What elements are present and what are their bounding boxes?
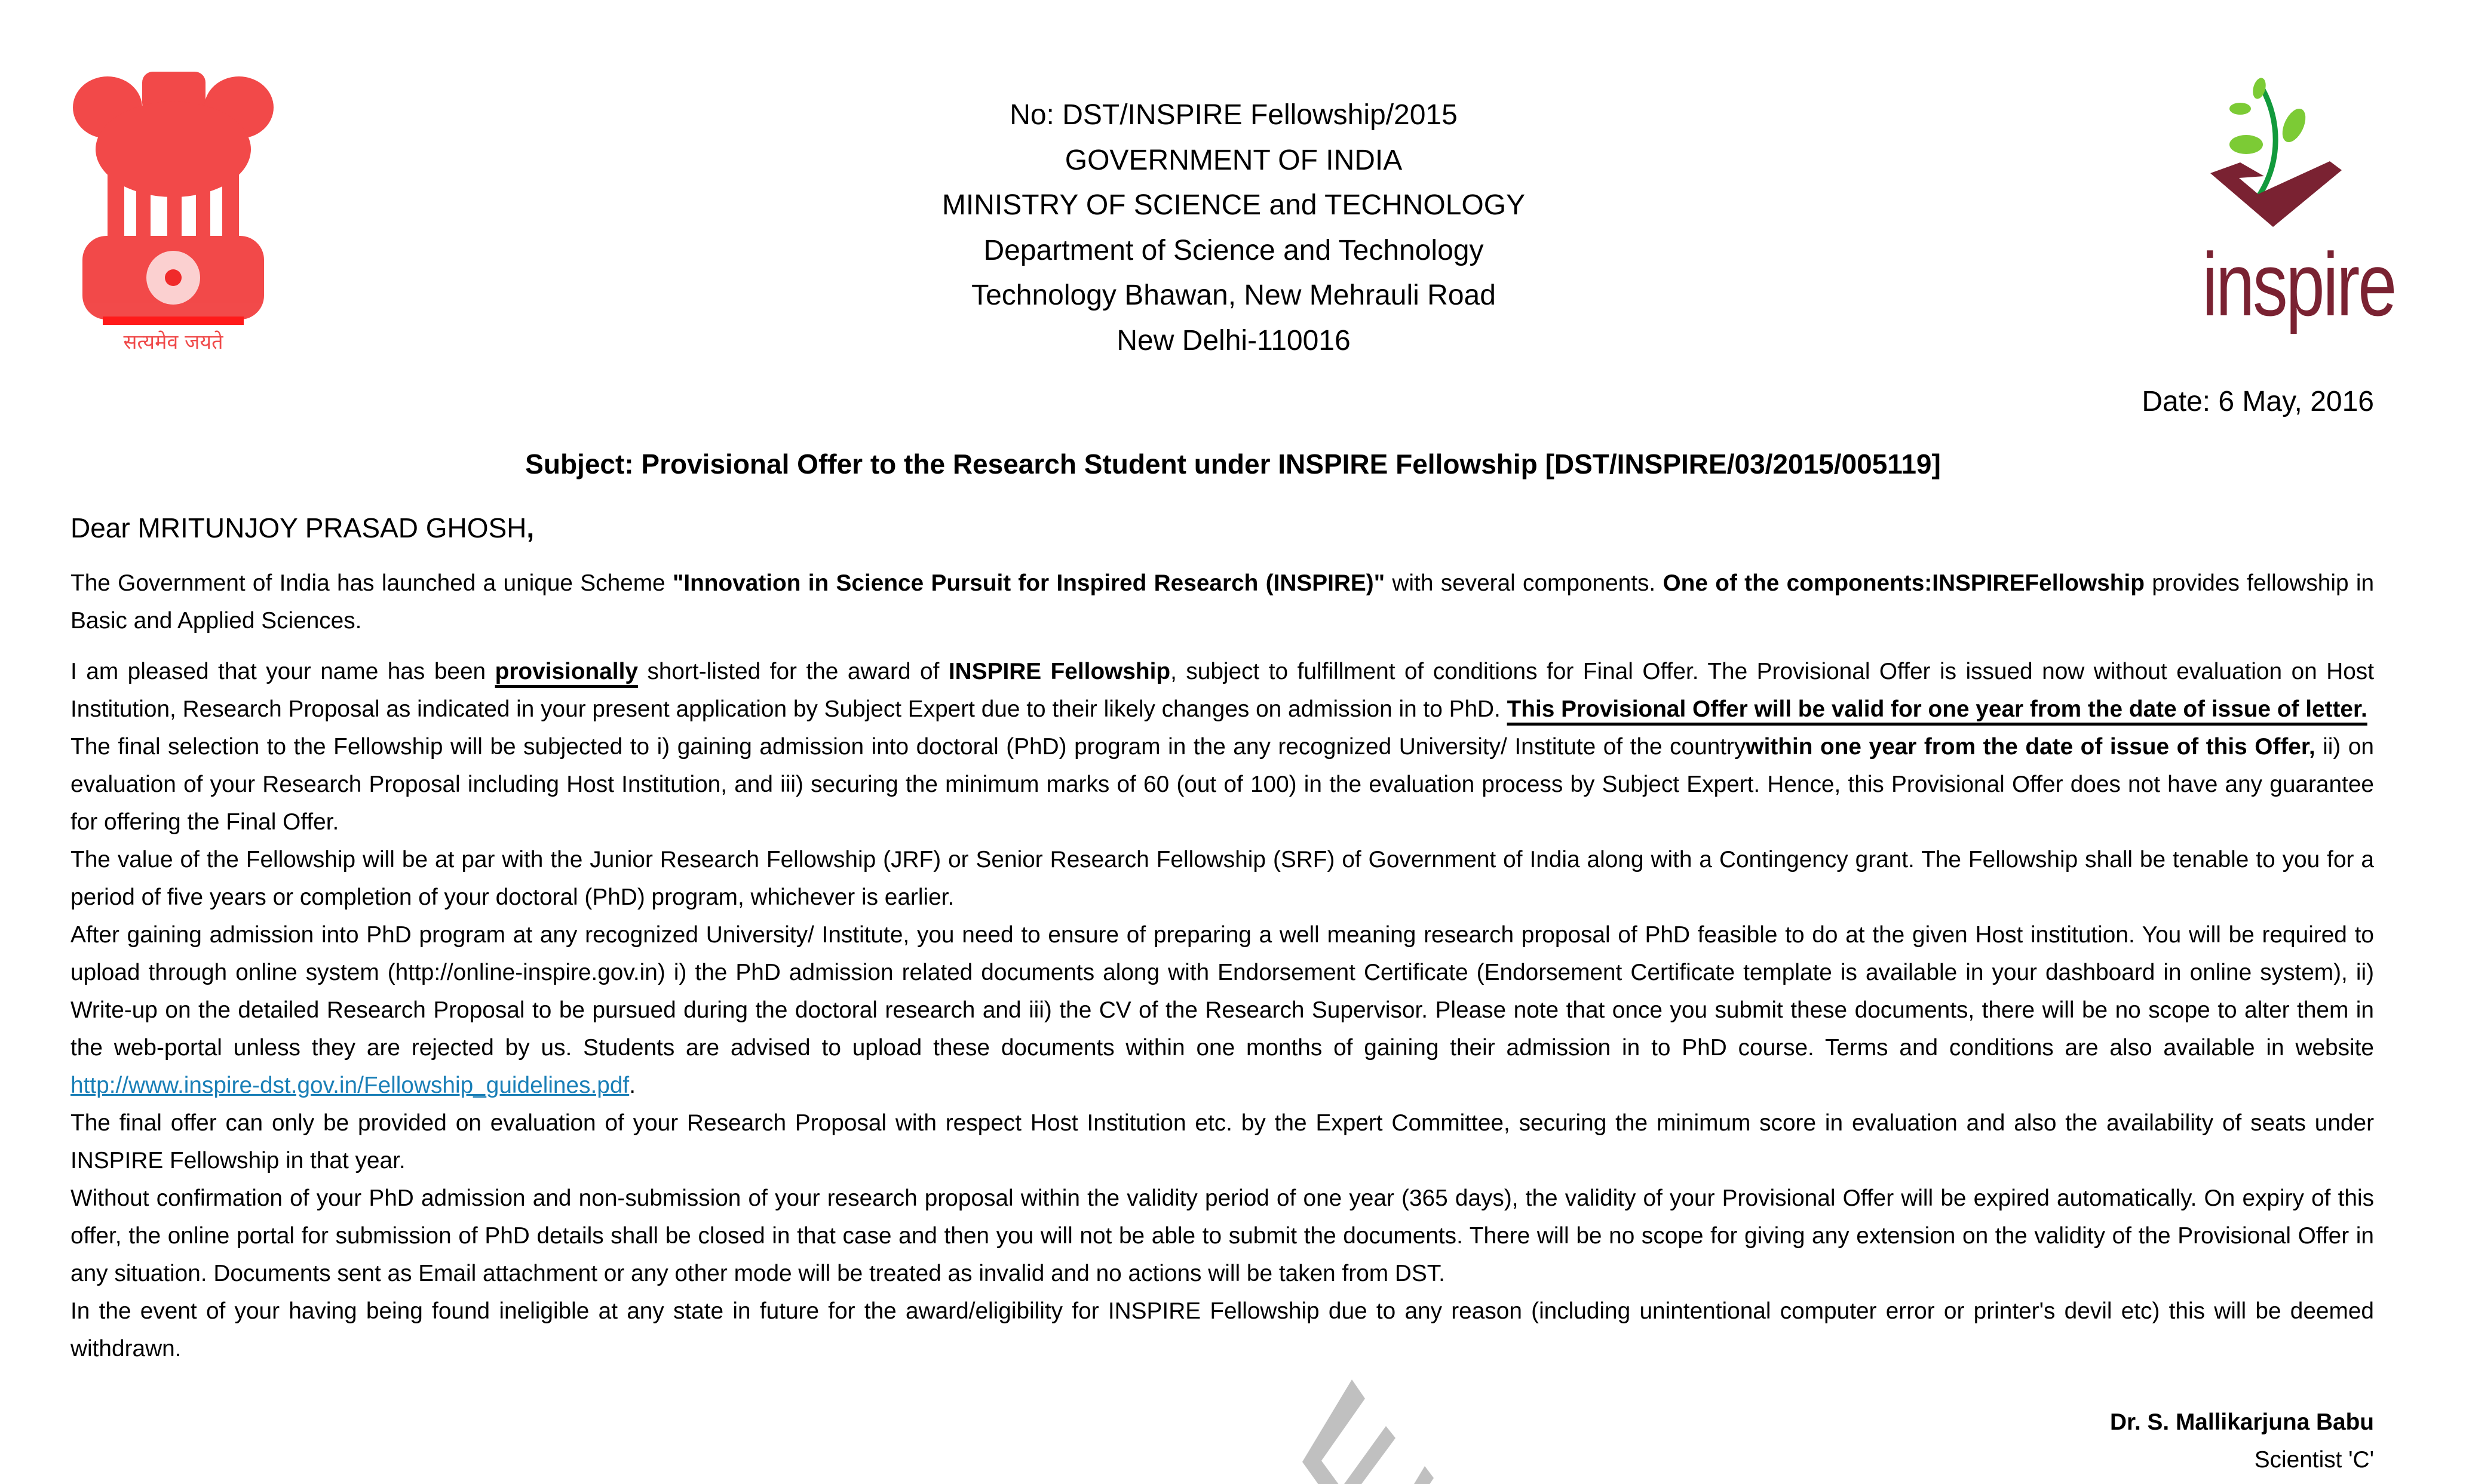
city-line: New Delhi-110016 xyxy=(1117,324,1351,357)
text-run: ii) on evaluation of your Research Proposal including Host Institution, and iii) securing the minimum marks of 60 (out of 100) in the evaluation process by Subject Expert. Hence, this Provisional Offer does not have any guarantee for offering the Final Offer. xyxy=(70,734,2375,835)
text-run: , subject to fulfillment of conditions for Final Offer. The Provisional Offer is issued now without evaluation on Host Institution, Research Proposal as indicated in your present application by Subject Expert due to their likely changes on admission in to PhD. xyxy=(70,659,2374,722)
text-run: The Government of India has launched a unique Scheme xyxy=(70,570,673,596)
emblem-motto: सत्यमेव जयते xyxy=(123,330,223,354)
text-run: provides fellowship in Basic and Applied Sciences. xyxy=(70,570,2375,634)
text-run: . xyxy=(629,1073,636,1098)
letter-header xyxy=(777,93,1691,364)
signatory-designation: Scientist 'C' xyxy=(2254,1447,2374,1473)
deadline-bold: within one year from the date of issue of this Offer, xyxy=(1746,734,2315,760)
paragraph-value: The value of the Fellowship will be at par with the Junior Research Fellowship (JRF) or Senior Research Fellowship (SRF) of Government of India along with a Contingency grant. The Fellowship shall be tenable to you for a period of five years or completion of your doctoral (PhD) program, whichever is earlier. xyxy=(70,847,2374,910)
fellowship-bold: INSPIRE Fellowship xyxy=(948,659,1171,684)
watermark-icon xyxy=(1165,1356,1583,1484)
letter-subject: Subject: Provisional Offer to the Research Student under INSPIRE Fellowship [DST/INSPIRE/03/2015/005119] xyxy=(525,448,1941,480)
text-run: I am pleased that your name has been xyxy=(70,659,495,684)
salutation-comma: , xyxy=(526,512,535,543)
reference-number: No: DST/INSPIRE Fellowship/2015 xyxy=(1010,99,1458,131)
component-bold: One of the components:INSPIREFellowship xyxy=(1663,570,2145,596)
text-run: short-listed for the award of xyxy=(637,659,949,684)
text-run: The final selection to the Fellowship will be subjected to i) gaining admission into doctoral (PhD) program in the any recognized University/ Institute of the country xyxy=(70,734,1746,760)
paragraph-withdrawal: In the event of your having being found ineligible at any state in future for the award/eligibility for INSPIRE Fellowship due to any reason (including unintentional computer error or printer's devil etc) this will be deemed withdrawn. xyxy=(70,1298,2374,1362)
ministry-name: MINISTRY OF SCIENCE and TECHNOLOGY xyxy=(941,189,1526,222)
state-emblem-logo xyxy=(66,66,281,376)
guidelines-link[interactable]: http://www.inspire-dst.gov.in/Fellowship_guidelines.pdf xyxy=(70,1073,630,1098)
letter-body xyxy=(70,564,2374,1368)
salutation-text: Dear MRITUNJOY PRASAD GHOSH xyxy=(70,512,527,543)
provisionally-underlined: provisionally xyxy=(495,659,638,684)
signatory-name: Dr. S. Mallikarjuna Babu xyxy=(2110,1409,2374,1435)
signature-block xyxy=(2110,1403,2374,1479)
paragraph-shortlist xyxy=(70,653,2374,728)
address-line: Technology Bhawan, New Mehrauli Road xyxy=(971,279,1496,312)
validity-underlined: This Provisional Offer will be valid for one year from the date of issue of letter. xyxy=(1507,696,2367,722)
salutation xyxy=(70,512,534,544)
paragraph-upload xyxy=(70,916,2374,1104)
scheme-name-bold: "Innovation in Science Pursuit for Inspired Research (INSPIRE)" xyxy=(672,570,1385,596)
letter-date: Date: 6 May, 2016 xyxy=(2142,386,2374,417)
text-run: with several components. xyxy=(1385,570,1663,596)
department-name: Department of Science and Technology xyxy=(983,234,1484,266)
paragraph-intro xyxy=(70,564,2374,640)
paragraph-final-offer: The final offer can only be provided on evaluation of your Research Proposal with respect Host Institution etc. by the Expert Committee, securing the minimum score in evaluation and also the availability of seats under INSPIRE Fellowship in that year. xyxy=(70,1110,2374,1173)
inspire-wordmark: inspire xyxy=(2202,234,2396,334)
government-name: GOVERNMENT OF INDIA xyxy=(1065,144,1403,176)
paragraph-expiry: Without confirmation of your PhD admission and non-submission of your research proposal within the validity period of one year (365 days), the validity of your Provisional Offer will be expired automatically. On expiry of this offer, the online portal for submission of PhD details shall be closed in that case and then you will not be able to submit the documents. There will be no scope for giving any extension on the validity of the Provisional Offer in any situation. Documents sent as Email attachment or any other mode will be treated as invalid and no actions will be taken from DST. xyxy=(70,1185,2374,1286)
paragraph-final-selection xyxy=(70,728,2374,841)
text-run: After gaining admission into PhD program at any recognized University/ Institute, you need to ensure of preparing a well meaning research proposal of PhD feasible to do at the given Host institution. You will be required to upload through online system (http://online-inspire.gov.in) i) the PhD admission related documents along with Endorsement Certificate (Endorsement Certificate template is available in your dashboard in online system), ii) Write-up on the detailed Research Proposal to be pursued during the doctoral research and iii) the CV of the Research Supervisor. Please note that once you submit these documents, there will be no scope to alter them in the web-portal unless they are rejected by us. Students are advised to upload these documents within one months of gaining their admission in to PhD course. Terms and conditions are also available in website xyxy=(70,922,2374,1061)
inspire-logo xyxy=(2169,72,2396,370)
